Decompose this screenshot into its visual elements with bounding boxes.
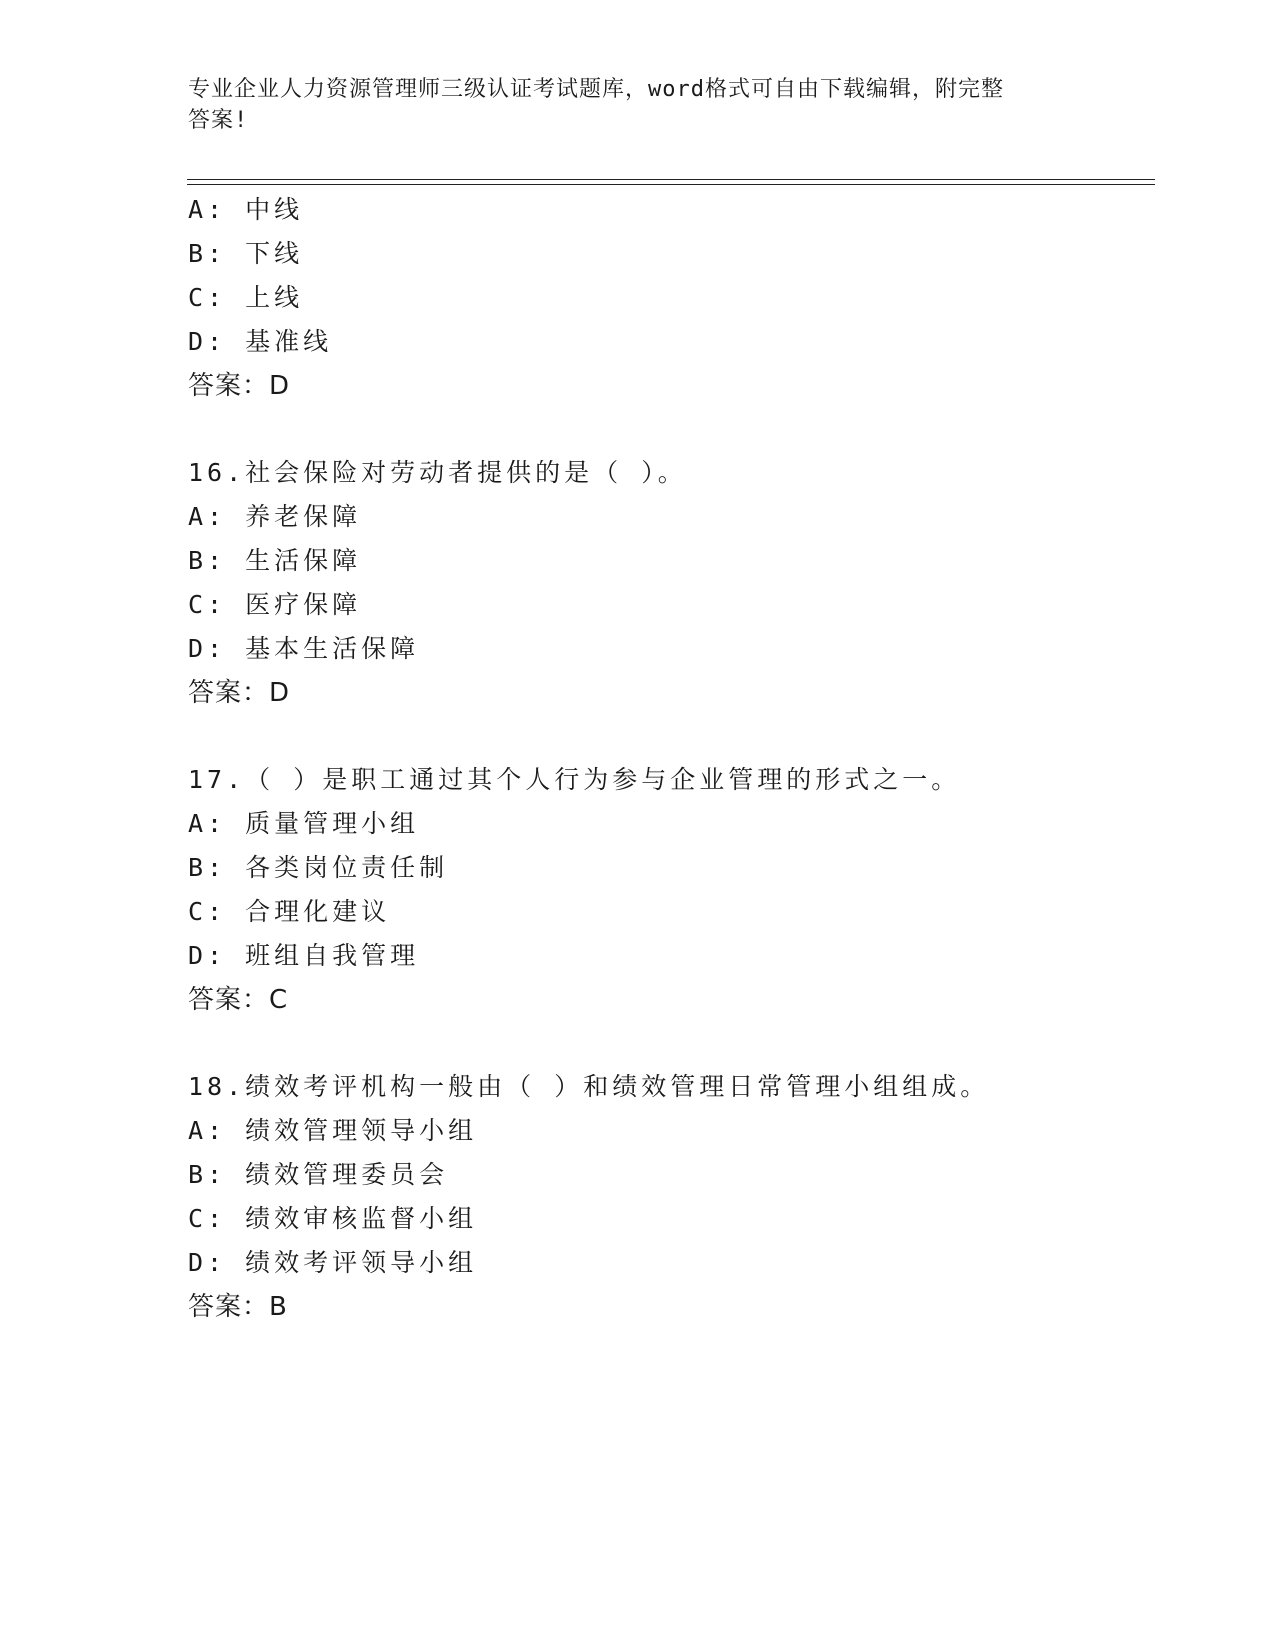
q16-stem: 16.社会保险对劳动者提供的是（ ）。: [188, 458, 687, 487]
q15-option-b: B: 下线: [188, 239, 304, 268]
q17-option-a: A: 质量管理小组: [188, 809, 420, 838]
document-header: [188, 74, 1088, 136]
q15-answer: 答案：D: [188, 371, 291, 401]
q15-option-d: D: 基准线: [188, 327, 333, 356]
header-divider-bottom: [187, 184, 1155, 185]
q16-option-c: C: 医疗保障: [188, 590, 362, 619]
q18-stem: 18.绩效考评机构一般由（ ）和绩效管理日常管理小组组成。: [188, 1072, 990, 1101]
q17-option-c: C: 合理化建议: [188, 897, 391, 926]
q15-option-a: A: 中线: [188, 195, 304, 224]
q15-option-c: C: 上线: [188, 283, 304, 312]
header-line-1: 专业企业人力资源管理师三级认证考试题库，word格式可自由下载编辑，附完整: [188, 77, 1004, 102]
q18-option-c: C: 绩效审核监督小组: [188, 1204, 478, 1233]
header-line-2: 答案!: [188, 108, 249, 133]
q18-option-a: A: 绩效管理领导小组: [188, 1116, 478, 1145]
header-divider-top: [187, 179, 1155, 180]
q18-option-b: B: 绩效管理委员会: [188, 1160, 449, 1189]
q18-option-d: D: 绩效考评领导小组: [188, 1248, 478, 1277]
q17-option-d: D: 班组自我管理: [188, 941, 420, 970]
q17-answer: 答案：C: [188, 985, 289, 1015]
q16-option-a: A: 养老保障: [188, 502, 362, 531]
q16-option-b: B: 生活保障: [188, 546, 362, 575]
q18-answer: 答案：B: [188, 1292, 288, 1322]
q17-stem: 17.（ ）是职工通过其个人行为参与企业管理的形式之一。: [188, 765, 961, 794]
q16-option-d: D: 基本生活保障: [188, 634, 420, 663]
q16-answer: 答案：D: [188, 678, 291, 708]
q17-option-b: B: 各类岗位责任制: [188, 853, 449, 882]
